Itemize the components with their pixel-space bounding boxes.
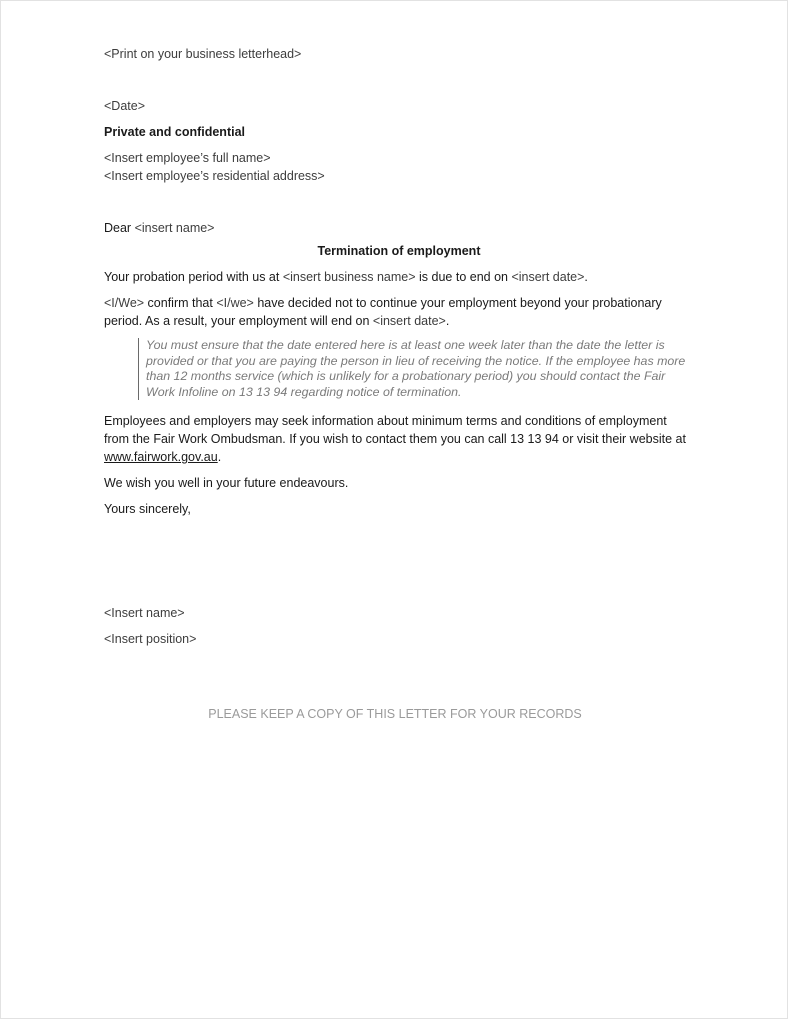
business-name-placeholder: <insert business name> bbox=[282, 270, 416, 284]
decision-text-1: confirm that bbox=[144, 296, 217, 310]
we-placeholder: <I/We> bbox=[104, 296, 145, 310]
fairwork-text-2: . bbox=[217, 450, 222, 465]
footer-note: PLEASE KEEP A COPY OF THIS LETTER FOR YOUR RECORDS bbox=[208, 707, 582, 721]
recipient-name-placeholder: <Insert employee’s full name> bbox=[104, 151, 271, 165]
we-placeholder-lower: <I/we> bbox=[216, 296, 254, 310]
salutation-prefix: Dear bbox=[104, 221, 135, 235]
decision-text-2: have decided not to continue your employment beyond your probationary period. As a result, your employment will end on bbox=[104, 296, 662, 328]
probation-text-2: is due to end on bbox=[415, 270, 512, 284]
fairwork-text-1: Employees and employers may seek information about minimum terms and conditions of employment from the Fair Work Ombudsman. If you wish to contact them you can call 13 13 94 or visit their website at bbox=[104, 414, 686, 447]
signatory-position-placeholder: <Insert position> bbox=[104, 632, 197, 647]
salutation bbox=[104, 219, 694, 237]
decision-text-3: . bbox=[445, 314, 450, 328]
fairwork-paragraph bbox=[104, 412, 694, 466]
guidance-note: You must ensure that the date entered here is at least one week later than the date the letter is provided or that you are paying the person in lieu of receiving the notice. If the employee has more than 12 months service (which is unlikely for a probationary period) you should contact the Fair Work Infoline on 13 13 94 regarding notice of termination. bbox=[138, 338, 694, 400]
date-placeholder: <Date> bbox=[104, 99, 146, 113]
wishes-line: We wish you well in your future endeavours. bbox=[104, 476, 349, 491]
closing-line: Yours sincerely, bbox=[104, 502, 191, 517]
probation-paragraph bbox=[104, 268, 694, 286]
letterhead-instruction: <Print on your business letterhead> bbox=[104, 47, 302, 61]
subject-heading: Termination of employment bbox=[317, 244, 481, 258]
probation-text-3: . bbox=[584, 270, 588, 284]
fairwork-link[interactable]: www.fairwork.gov.au bbox=[104, 450, 218, 465]
end-date-placeholder: <insert date> bbox=[511, 270, 585, 284]
recipient-block bbox=[104, 149, 694, 185]
confidential-heading: Private and confidential bbox=[104, 125, 246, 139]
decision-date-placeholder: <insert date> bbox=[372, 314, 446, 328]
letter-body bbox=[104, 45, 694, 648]
decision-paragraph bbox=[104, 294, 694, 330]
recipient-address-placeholder: <Insert employee’s residential address> bbox=[104, 169, 325, 183]
signatory-name-placeholder: <Insert name> bbox=[104, 606, 185, 621]
salutation-name-placeholder: <insert name> bbox=[134, 221, 215, 235]
probation-text-1: Your probation period with us at bbox=[104, 270, 283, 284]
